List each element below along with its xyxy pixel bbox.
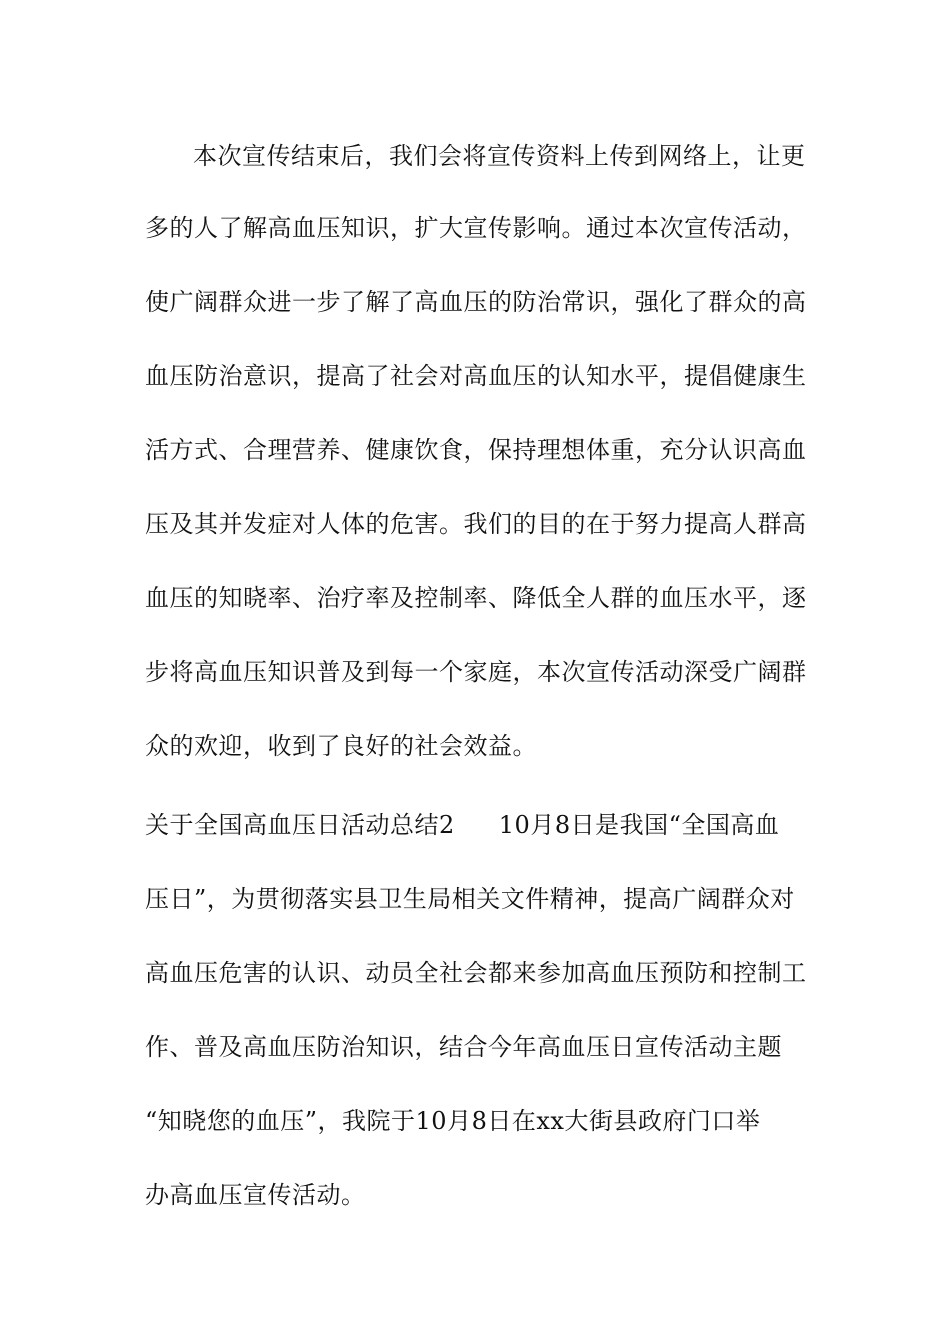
- paragraph-line: 本次宣传结束后，我们会将宣传资料上传到网络上，让更: [193, 142, 806, 170]
- paragraph-line: 活方式、合理营养、健康饮食，保持理想体重，充分认识高血: [145, 436, 807, 464]
- paragraph-line: 压及其并发症对人体的危害。我们的目的在于努力提高人群高: [145, 510, 807, 538]
- paragraph-line: 血压的知晓率、治疗率及控制率、降低全人群的血压水平，逐: [145, 584, 807, 612]
- paragraph-line: 步将高血压知识普及到每一个家庭，本次宣传活动深受广阔群: [145, 658, 807, 686]
- section-heading-line: [145, 809, 810, 841]
- section-first-line-text: 10月8日是我国“全国高血: [498, 811, 780, 839]
- paragraph-line: 血压防治意识，提高了社会对高血压的认知水平，提倡健康生: [145, 362, 807, 390]
- paragraph-line: 办高血压宣传活动。: [145, 1181, 366, 1209]
- paragraph-line: “知晓您的血压”，我院于10月8日在xx大街县政府门口举: [145, 1107, 761, 1135]
- paragraph-line: 众的欢迎，收到了良好的社会效益。: [145, 732, 537, 760]
- paragraph-line: 高血压危害的认识、动员全社会都来参加高血压预防和控制工: [145, 959, 807, 987]
- paragraph-line: 作、普及高血压防治知识，结合今年高血压日宣传活动主题: [145, 1033, 782, 1061]
- paragraph-line: 多的人了解高血压知识，扩大宣传影响。通过本次宣传活动，: [145, 214, 807, 242]
- section-heading: 关于全国高血压日活动总结2: [145, 811, 455, 839]
- paragraph-line: 使广阔群众进一步了解了高血压的防治常识，强化了群众的高: [145, 288, 807, 316]
- paragraph-line: 压日”，为贯彻落实县卫生局相关文件精神，提高广阔群众对: [145, 885, 795, 913]
